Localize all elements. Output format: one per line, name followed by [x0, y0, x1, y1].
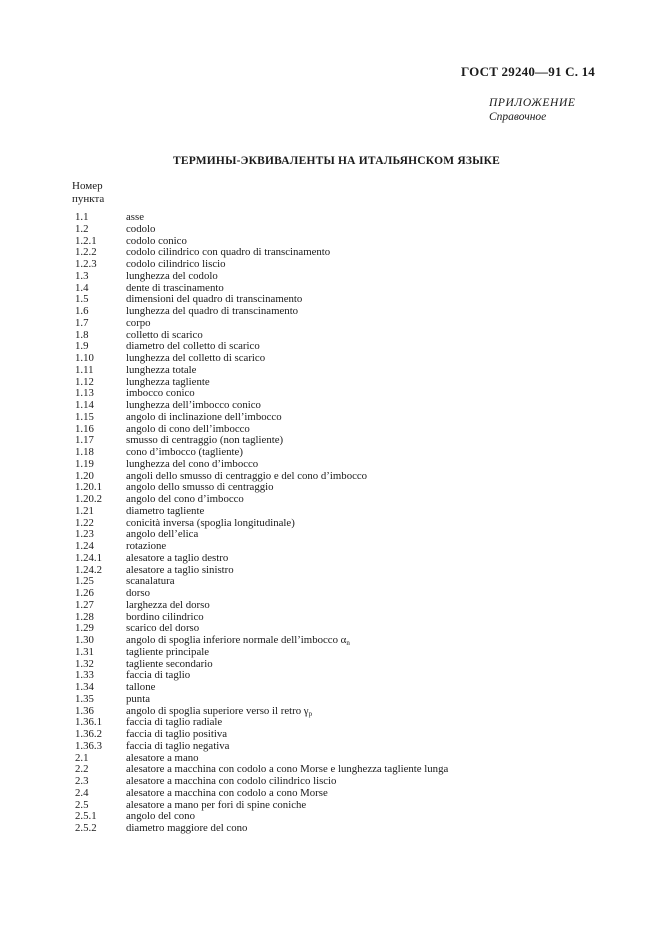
term-number: 1.28: [75, 610, 94, 623]
term-text-main: imbocco conico: [126, 387, 195, 400]
term-text-main: faccia di taglio negativa: [126, 739, 230, 752]
term-number: 1.34: [75, 681, 94, 693]
term-text-main: tagliente secondario: [126, 657, 213, 670]
term-text-main: angolo del cono: [126, 810, 195, 823]
term-text: [126, 353, 635, 365]
term-text-main: diametro maggiore del cono: [126, 822, 248, 834]
term-text: [126, 659, 635, 671]
term-number: 1.7: [75, 316, 89, 329]
term-text-main: smusso di centraggio (non tagliente): [126, 434, 284, 447]
term-text-main: alesatore a macchina con codolo cilindrico liscio: [126, 775, 337, 787]
page-title: ТЕРМИНЫ-ЭКВИВАЛЕНТЫ НА ИТАЛЬЯНСКОМ ЯЗЫКЕ: [172, 155, 501, 167]
term-number: 1.1: [75, 211, 89, 223]
term-text: [126, 306, 635, 318]
term-text: [126, 741, 635, 753]
term-text-main: scanalatura: [126, 575, 175, 588]
term-number: 1.2.3: [75, 258, 97, 270]
term-text: [126, 529, 635, 541]
term-number: 1.21: [75, 504, 94, 517]
appendix-label: [489, 96, 575, 124]
term-number: 1.14: [75, 399, 94, 411]
term-number: 1.19: [75, 457, 94, 470]
term-text-main: angolo di inclinazione dell’imbocco: [126, 410, 282, 423]
term-text-main: angolo del cono d’imbocco: [126, 493, 244, 505]
term-number: 1.2.1: [75, 234, 97, 247]
term-number: 1.26: [75, 587, 94, 599]
term-number: 1.8: [75, 328, 89, 341]
term-text-main: alesatore a taglio destro: [126, 551, 229, 564]
term-number: 1.24: [75, 540, 94, 552]
term-number: 1.17: [75, 434, 94, 447]
term-text-main: conicità inversa (spoglia longitudinale): [126, 516, 295, 529]
term-number: 1.2: [75, 222, 89, 235]
term-text-main: faccia di taglio positiva: [126, 728, 228, 740]
term-number: 1.36.1: [75, 716, 102, 729]
term-text: [126, 823, 635, 835]
term-text: [126, 612, 635, 624]
document-code: ГОСТ 29240—91 С. 14: [461, 64, 595, 79]
term-number: 1.29: [75, 622, 94, 635]
term-number: 1.36.3: [75, 739, 102, 752]
term-row: [75, 576, 635, 588]
term-number: 1.33: [75, 669, 94, 682]
term-number: 1.5: [75, 293, 89, 306]
term-text-main: alesatore a macchina con codolo a cono Morse: [126, 786, 328, 799]
term-text-main: angolo di cono dell’imbocco: [126, 422, 250, 435]
column-header: [72, 180, 104, 206]
term-text-main: faccia di taglio: [126, 669, 191, 682]
term-text-main: tallone: [126, 681, 156, 693]
appendix-subtitle: Справочное: [489, 111, 547, 123]
term-number: 1.11: [75, 363, 94, 376]
term-subscript: p: [308, 709, 313, 718]
term-row: [75, 670, 635, 682]
term-text-main: dorso: [126, 587, 150, 599]
term-row: [75, 682, 635, 694]
term-text-main: lunghezza dell’imbocco conico: [126, 399, 261, 411]
term-text-main: angoli dello smusso di centraggio e del cono d’imbocco: [126, 469, 368, 482]
term-text-main: dimensioni del quadro di transcinamento: [126, 293, 303, 306]
term-number: 1.3: [75, 269, 89, 282]
column-header-line1: Номер: [72, 180, 103, 192]
term-row: [75, 823, 635, 835]
term-text-main: bordino cilindrico: [126, 610, 204, 623]
term-text: [126, 518, 635, 530]
term-text: [126, 670, 635, 682]
term-text-main: alesatore a macchina con codolo a cono Morse e lunghezza tagliente lunga: [126, 763, 449, 776]
term-text-main: rotazione: [126, 540, 167, 552]
term-text-main: codolo cilindrico con quadro di transcinamento: [126, 246, 331, 259]
term-text-main: codolo: [126, 222, 156, 235]
term-text: [126, 212, 635, 224]
term-number: 1.23: [75, 528, 94, 541]
term-text-main: asse: [126, 211, 144, 223]
term-number: 2.4: [75, 786, 89, 799]
term-text-main: punta: [126, 692, 150, 705]
term-number: 1.20.2: [75, 493, 102, 505]
term-text-main: colletto di scarico: [126, 328, 203, 341]
term-number: 1.13: [75, 387, 94, 400]
term-text-main: lunghezza del colletto di scarico: [126, 352, 266, 364]
term-number: 1.2.2: [75, 246, 97, 259]
term-text-main: lunghezza tagliente: [126, 375, 210, 388]
term-text-main: angolo dello smusso di centraggio: [126, 481, 274, 494]
term-text-main: codolo cilindrico liscio: [126, 258, 226, 270]
term-number: 2.5: [75, 798, 89, 811]
term-text: [126, 576, 635, 588]
term-number: 1.30: [75, 634, 94, 646]
term-number: 1.4: [75, 281, 89, 294]
term-text-main: alesatore a taglio sinistro: [126, 563, 234, 576]
terms-list: [75, 212, 635, 835]
term-text-main: lunghezza del cono d’imbocco: [126, 457, 259, 470]
appendix-title: ПРИЛОЖЕНИЕ: [489, 97, 576, 109]
term-text-main: angolo di spoglia superiore verso il retro γ: [126, 704, 309, 717]
term-text: [126, 565, 635, 577]
term-text-main: diametro tagliente: [126, 504, 205, 517]
term-number: 2.5.2: [75, 822, 97, 834]
term-text: [126, 800, 635, 812]
term-number: 1.36: [75, 704, 94, 717]
term-text-main: diametro del colletto di scarico: [126, 340, 260, 353]
term-number: 1.15: [75, 410, 94, 423]
term-number: 1.20: [75, 469, 94, 482]
term-number: 2.1: [75, 751, 89, 764]
term-text-main: lunghezza del codolo: [126, 269, 218, 282]
term-number: 1.12: [75, 375, 94, 388]
term-text-main: corpo: [126, 316, 151, 329]
term-number: 1.35: [75, 692, 94, 705]
term-number: 1.18: [75, 446, 94, 458]
term-text-main: tagliente principale: [126, 645, 210, 658]
term-number: 1.6: [75, 305, 89, 317]
term-text-main: lunghezza del quadro di transcinamento: [126, 305, 299, 317]
term-number: 2.5.1: [75, 810, 97, 823]
term-number: 1.31: [75, 645, 94, 658]
term-text-main: scarico del dorso: [126, 622, 200, 635]
term-row: [75, 306, 635, 318]
term-number: 1.16: [75, 422, 94, 435]
term-number: 1.36.2: [75, 728, 102, 740]
term-text-main: alesatore a mano per fori di spine coniche: [126, 798, 307, 811]
term-text: [126, 224, 635, 236]
term-text-main: lunghezza totale: [126, 363, 197, 376]
term-text: [126, 377, 635, 389]
term-number: 2.2: [75, 763, 89, 776]
term-number: 1.9: [75, 340, 89, 353]
term-number: 1.27: [75, 598, 94, 611]
term-number: 2.3: [75, 775, 89, 787]
term-text-main: codolo conico: [126, 234, 187, 247]
term-row: [75, 212, 635, 224]
term-number: 1.32: [75, 657, 94, 670]
term-text-main: larghezza del dorso: [126, 598, 210, 611]
term-subscript: n: [346, 639, 350, 647]
term-text-main: angolo di spoglia inferiore normale dell’imbocco α: [126, 634, 347, 646]
term-number: 1.24.1: [75, 551, 102, 564]
term-number: 1.24.2: [75, 563, 102, 576]
column-header-line2: пункта: [72, 193, 105, 205]
term-number: 1.25: [75, 575, 94, 588]
term-text-main: angolo dell’elica: [126, 528, 199, 541]
term-number: 1.20.1: [75, 481, 102, 494]
term-text-main: cono d’imbocco (tagliente): [126, 446, 243, 458]
term-text-main: alesatore a mano: [126, 751, 199, 764]
term-text-main: faccia di taglio radiale: [126, 716, 223, 729]
term-number: 1.10: [75, 352, 94, 364]
term-number: 1.22: [75, 516, 94, 529]
term-text-main: dente di trascinamento: [126, 281, 224, 294]
term-text: [126, 682, 635, 694]
